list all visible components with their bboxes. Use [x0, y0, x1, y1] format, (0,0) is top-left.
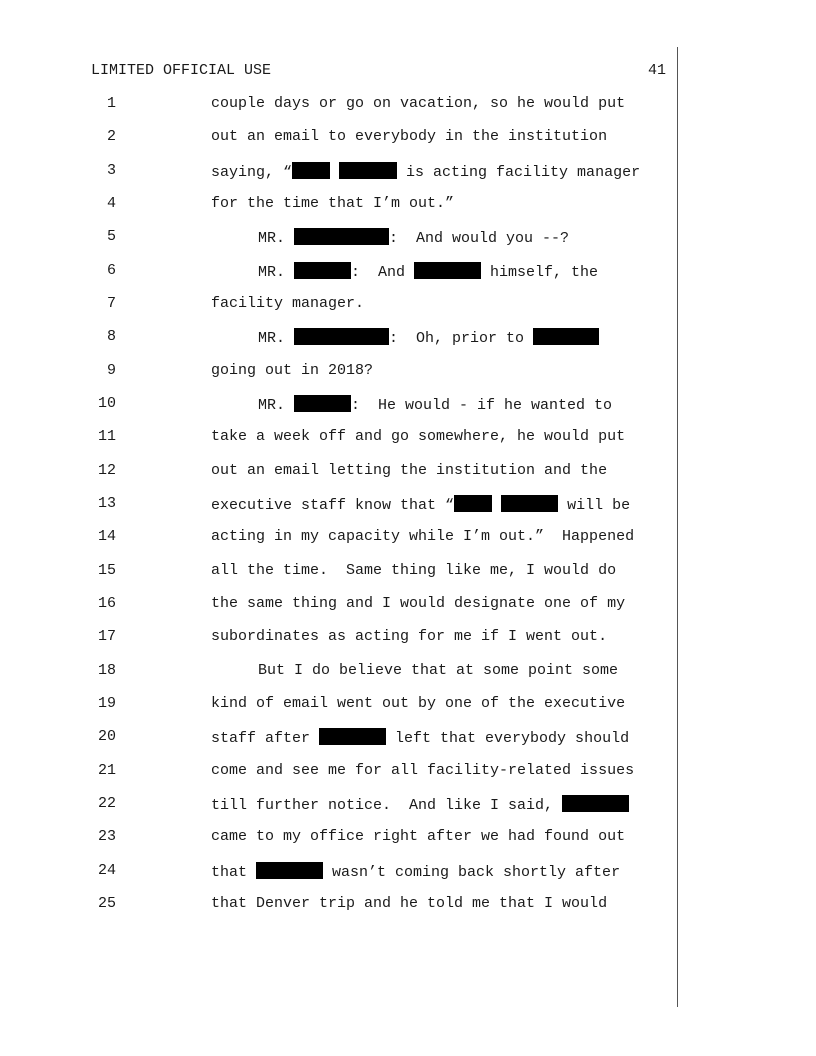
line-text: [211, 462, 607, 479]
redaction-block: [501, 495, 558, 512]
transcript-line-9: [0, 362, 816, 382]
redaction-block: [562, 795, 629, 812]
text-segment: left that everybody should: [386, 730, 630, 747]
text-segment: take a week off and go somewhere, he would put: [211, 428, 626, 445]
text-segment: kind of email went out by one of the executive: [211, 695, 626, 712]
transcript-line-23: [0, 828, 816, 848]
line-number: 5: [106, 228, 116, 245]
line-text: [211, 95, 625, 112]
classification-header: LIMITED OFFICIAL USE: [91, 62, 272, 79]
transcript-line-5: [0, 228, 816, 248]
transcript-line-15: [0, 562, 816, 582]
line-text: [211, 128, 607, 145]
text-segment: out an email to everybody in the institution: [211, 128, 608, 145]
redaction-block: [294, 228, 389, 245]
line-number: 19: [97, 695, 116, 712]
line-number: 21: [97, 762, 116, 779]
transcript-line-6: [0, 262, 816, 282]
text-segment: out an email letting the institution and the: [211, 462, 608, 479]
transcript-line-19: [0, 695, 816, 715]
line-number: 2: [106, 128, 116, 145]
line-text: [258, 662, 618, 679]
speaker-label: MR.: [258, 397, 295, 414]
text-segment: : He would - if he wanted to: [351, 397, 613, 414]
line-text: [211, 562, 616, 579]
transcript-line-10: [0, 395, 816, 415]
transcript-line-1: [0, 95, 816, 115]
line-text: [211, 695, 625, 712]
line-number: 18: [97, 662, 116, 679]
text-segment: that: [211, 864, 257, 881]
line-number: 6: [106, 262, 116, 279]
line-text: [211, 862, 620, 881]
line-number: 17: [97, 628, 116, 645]
line-text: [211, 895, 607, 912]
text-segment: till further notice. And like I said,: [211, 797, 563, 814]
text-segment: that Denver trip and he told me that I would: [211, 895, 608, 912]
redaction-block: [292, 162, 330, 179]
line-text: [258, 228, 569, 247]
line-number: 11: [97, 428, 116, 445]
redaction-block: [533, 328, 599, 345]
transcript-line-22: [0, 795, 816, 815]
line-text: [211, 295, 364, 312]
transcript-line-12: [0, 462, 816, 482]
transcript-line-14: [0, 528, 816, 548]
line-number: 12: [97, 462, 116, 479]
line-text: [211, 795, 629, 814]
line-number: 24: [97, 862, 116, 879]
transcript-line-11: [0, 428, 816, 448]
redaction-block: [454, 495, 492, 512]
transcript-line-8: [0, 328, 816, 348]
redaction-block: [294, 328, 389, 345]
line-text: [211, 428, 625, 445]
line-text: [258, 328, 599, 347]
line-number: 25: [97, 895, 116, 912]
transcript-line-18: [0, 662, 816, 682]
line-text: [211, 195, 454, 212]
line-text: [258, 395, 612, 414]
transcript-line-16: [0, 595, 816, 615]
speaker-label: MR.: [258, 330, 295, 347]
text-segment: executive staff know that “: [211, 497, 455, 514]
text-segment: will be: [558, 497, 631, 514]
redaction-block: [256, 862, 323, 879]
text-segment: going out in 2018?: [211, 362, 374, 379]
text-segment: [330, 164, 339, 181]
text-segment: couple days or go on vacation, so he would put: [211, 95, 626, 112]
line-text: [211, 162, 640, 181]
text-segment: saying, “: [211, 164, 293, 181]
line-text: [211, 762, 634, 779]
redaction-block: [414, 262, 481, 279]
transcript-line-13: [0, 495, 816, 515]
line-text: [211, 495, 630, 514]
text-segment: come and see me for all facility-related issues: [211, 762, 635, 779]
line-number: 9: [106, 362, 116, 379]
transcript-line-7: [0, 295, 816, 315]
text-segment: came to my office right after we had found out: [211, 828, 626, 845]
text-segment: staff after: [211, 730, 320, 747]
text-segment: all the time. Same thing like me, I would do: [211, 562, 617, 579]
line-number: 15: [97, 562, 116, 579]
text-segment: is acting facility manager: [397, 164, 641, 181]
line-text: [211, 628, 607, 645]
line-number: 22: [97, 795, 116, 812]
text-segment: : And would you --?: [389, 230, 570, 247]
text-segment: for the time that I’m out.”: [211, 195, 455, 212]
line-number: 4: [106, 195, 116, 212]
line-text: [211, 528, 634, 545]
text-segment: But I do believe that at some point some: [258, 662, 619, 679]
redaction-block: [339, 162, 397, 179]
text-segment: wasn’t coming back shortly after: [323, 864, 621, 881]
line-number: 8: [106, 328, 116, 345]
line-number: 20: [97, 728, 116, 745]
redaction-block: [294, 262, 351, 279]
line-number: 7: [106, 295, 116, 312]
line-number: 10: [97, 395, 116, 412]
line-number: 23: [97, 828, 116, 845]
transcript-line-21: [0, 762, 816, 782]
transcript-line-24: [0, 862, 816, 882]
line-text: [211, 595, 625, 612]
text-segment: : And: [351, 264, 415, 281]
transcript-line-25: [0, 895, 816, 915]
text-segment: acting in my capacity while I’m out.” Happened: [211, 528, 635, 545]
transcript-line-17: [0, 628, 816, 648]
redaction-block: [319, 728, 386, 745]
transcript-line-3: [0, 162, 816, 182]
redaction-block: [294, 395, 351, 412]
line-text: [211, 828, 625, 845]
speaker-label: MR.: [258, 264, 295, 281]
text-segment: himself, the: [481, 264, 599, 281]
page-number: 41: [647, 62, 666, 79]
line-number: 16: [97, 595, 116, 612]
text-segment: facility manager.: [211, 295, 365, 312]
speaker-label: MR.: [258, 230, 295, 247]
transcript-line-4: [0, 195, 816, 215]
line-number: 1: [106, 95, 116, 112]
line-number: 3: [106, 162, 116, 179]
text-segment: [492, 497, 501, 514]
transcript-line-20: [0, 728, 816, 748]
line-number: 14: [97, 528, 116, 545]
line-text: [211, 728, 629, 747]
line-text: [258, 262, 598, 281]
transcript-line-2: [0, 128, 816, 148]
text-segment: subordinates as acting for me if I went out.: [211, 628, 608, 645]
text-segment: : Oh, prior to: [389, 330, 534, 347]
line-text: [211, 362, 373, 379]
text-segment: the same thing and I would designate one of my: [211, 595, 626, 612]
line-number: 13: [97, 495, 116, 512]
